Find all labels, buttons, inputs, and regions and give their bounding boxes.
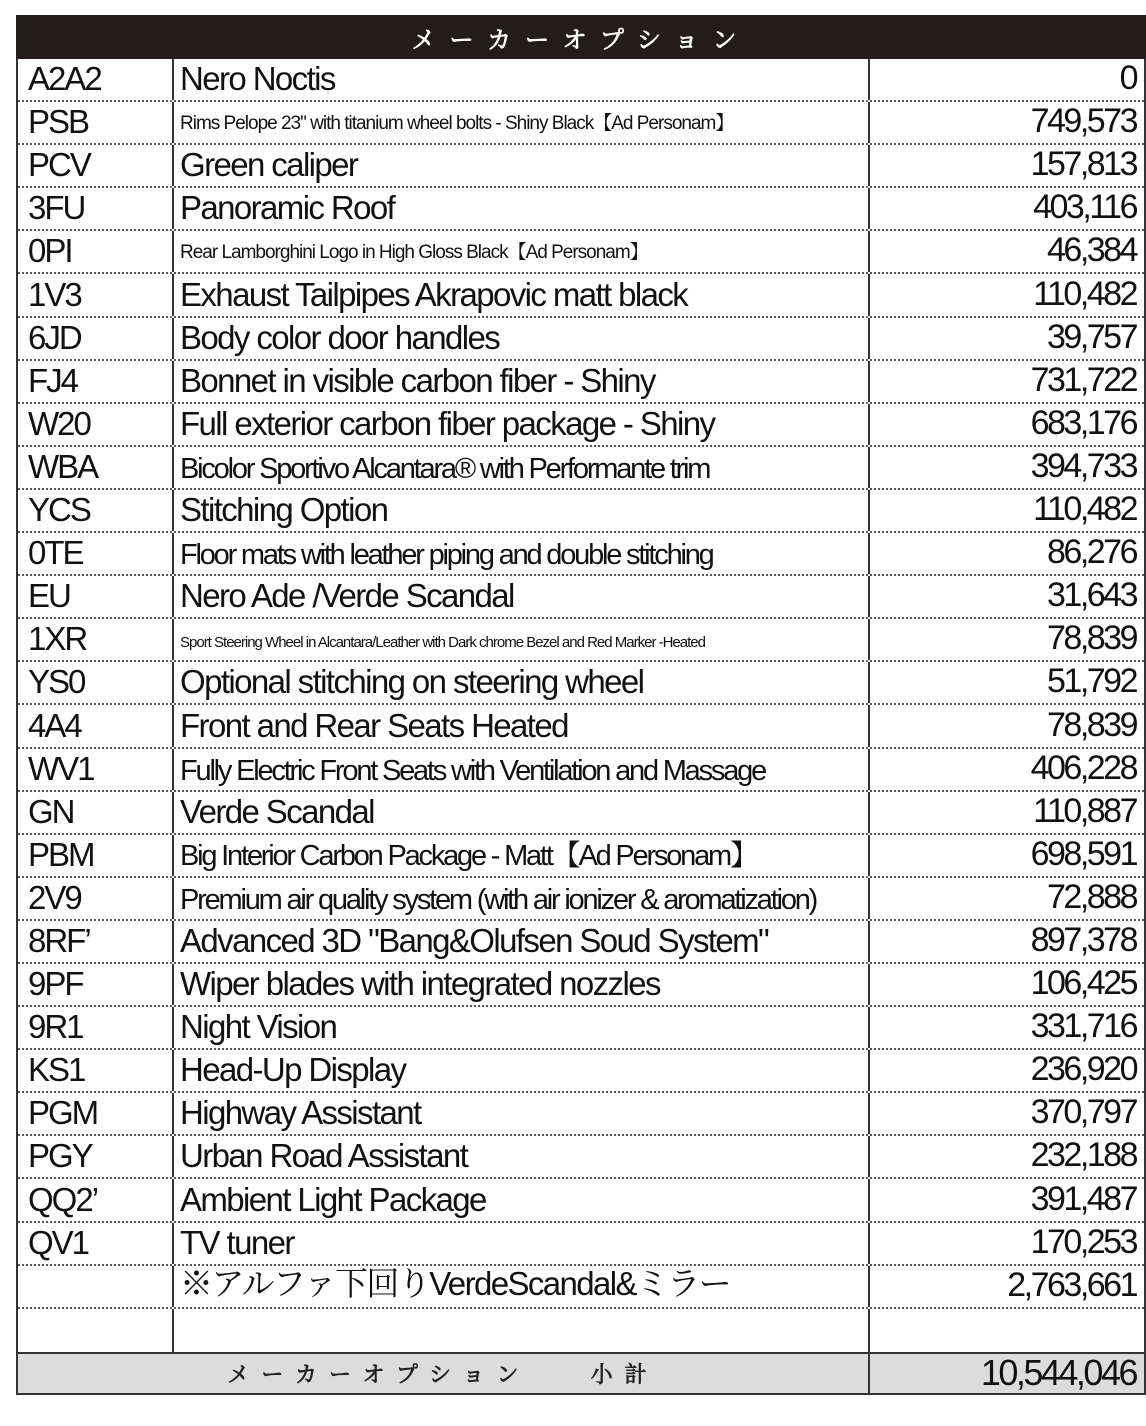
table-row <box>18 878 1144 921</box>
option-code: WBA <box>18 447 174 488</box>
option-description: Night Vision <box>174 1007 870 1048</box>
table-row <box>18 533 1144 576</box>
option-description: Panoramic Roof <box>174 188 870 229</box>
option-price: 370,797 <box>1030 1093 1136 1132</box>
maker-options-table <box>16 15 1146 1395</box>
option-code <box>18 1309 174 1352</box>
option-price: 331,716 <box>1030 1007 1136 1046</box>
table-row <box>18 490 1144 533</box>
table-row <box>18 749 1144 792</box>
option-price: 897,378 <box>1030 920 1136 959</box>
table-row <box>18 1179 1144 1222</box>
table-row <box>18 318 1144 361</box>
option-description: Wiper blades with integrated nozzles <box>174 964 870 1005</box>
subtotal-section-label: メーカーオプション <box>227 1362 531 1388</box>
option-code: QQ2’ <box>18 1179 174 1220</box>
option-price: 394,733 <box>1030 446 1136 485</box>
option-price <box>870 1309 1144 1352</box>
option-description: Fully Electric Front Seats with Ventilation and Massage <box>174 749 870 790</box>
option-code: 9PF <box>18 964 174 1005</box>
table-row <box>18 1007 1144 1050</box>
option-price: 78,839 <box>1047 619 1136 658</box>
table-row <box>18 1050 1144 1093</box>
option-price: 0 <box>1119 59 1136 98</box>
table-row <box>18 102 1144 145</box>
option-price: 406,228 <box>1030 748 1136 787</box>
option-price: 391,487 <box>1030 1179 1136 1218</box>
table-row <box>18 274 1144 317</box>
option-code: KS1 <box>18 1050 174 1091</box>
option-description: Ambient Light Package <box>174 1179 870 1220</box>
option-code: 1V3 <box>18 274 174 315</box>
option-description: Head-Up Display <box>174 1050 870 1091</box>
table-row <box>18 1309 1144 1352</box>
option-description: Front and Rear Seats Heated <box>174 705 870 746</box>
option-description: Sport Steering Wheel in Alcantara/Leather with Dark chrome Bezel and Red Marker -Heated <box>174 619 870 660</box>
option-description: Green caliper <box>174 145 870 186</box>
option-description: Stitching Option <box>174 490 870 531</box>
option-price: 72,888 <box>1047 877 1136 916</box>
table-title: メーカーオプション <box>16 15 1146 59</box>
table-row <box>18 1266 1144 1309</box>
option-code: PSB <box>18 102 174 143</box>
option-description: Full exterior carbon fiber package - Shiny <box>174 404 870 445</box>
table-row <box>18 619 1144 662</box>
option-code: 1XR <box>18 619 174 660</box>
option-code: YCS <box>18 490 174 531</box>
option-price: 403,116 <box>1033 188 1136 227</box>
option-price: 39,757 <box>1047 317 1136 356</box>
option-description <box>174 1309 870 1352</box>
option-code: FJ4 <box>18 361 174 402</box>
option-code: EU <box>18 576 174 617</box>
table-row <box>18 705 1144 748</box>
option-price: 236,920 <box>1030 1050 1136 1089</box>
option-description: Floor mats with leather piping and double stitching <box>174 533 870 574</box>
option-description: Urban Road Assistant <box>174 1136 870 1177</box>
option-price: 683,176 <box>1030 403 1136 442</box>
option-code <box>18 1266 174 1307</box>
table-row <box>18 231 1144 274</box>
option-description: Big Interior Carbon Package - Matt【Ad Personam】 <box>174 835 870 876</box>
table-row <box>18 1093 1144 1136</box>
option-description: Verde Scandal <box>174 792 870 833</box>
option-code: PBM <box>18 835 174 876</box>
option-code: A2A2 <box>18 59 174 100</box>
option-price: 698,591 <box>1030 834 1136 873</box>
option-code: PGY <box>18 1136 174 1177</box>
subtotal-row <box>16 1352 1146 1395</box>
option-description: TV tuner <box>174 1223 870 1264</box>
option-price: 2,763,661 <box>1007 1265 1136 1304</box>
option-code: 8RF’ <box>18 921 174 962</box>
option-description: Advanced 3D "Bang&Olufsen Soud System" <box>174 921 870 962</box>
option-code: PCV <box>18 145 174 186</box>
option-code: PGM <box>18 1093 174 1134</box>
table-row <box>18 576 1144 619</box>
option-description: Optional stitching on steering wheel <box>174 662 870 703</box>
option-description: Rear Lamborghini Logo in High Gloss Black【Ad Personam】 <box>174 231 870 272</box>
option-price: 110,482 <box>1033 490 1136 529</box>
table-row <box>18 447 1144 490</box>
table-row <box>18 835 1144 878</box>
option-description: Rims Pelope 23" with titanium wheel bolts - Shiny Black【Ad Personam】 <box>174 102 870 143</box>
table-row <box>18 964 1144 1007</box>
table-row <box>18 59 1144 102</box>
option-price: 46,384 <box>1047 231 1136 270</box>
option-price: 110,887 <box>1033 791 1136 830</box>
option-price: 78,839 <box>1047 705 1136 744</box>
option-price: 51,792 <box>1047 662 1136 701</box>
option-description: Bicolor Sportivo Alcantara® with Performante trim <box>174 447 870 488</box>
option-description: Body color door handles <box>174 318 870 359</box>
option-code: 6JD <box>18 318 174 359</box>
subtotal-value: 10,544,046 <box>980 1352 1136 1394</box>
options-list <box>16 59 1146 1352</box>
option-price: 731,722 <box>1030 360 1136 399</box>
table-row <box>18 404 1144 447</box>
option-code: W20 <box>18 404 174 445</box>
option-code: 2V9 <box>18 878 174 919</box>
option-price: 232,188 <box>1030 1136 1136 1175</box>
option-code: QV1 <box>18 1223 174 1264</box>
option-price: 31,643 <box>1047 576 1136 615</box>
option-description: Premium air quality system (with air ionizer & aromatization) <box>174 878 870 919</box>
option-code: 4A4 <box>18 705 174 746</box>
option-description: ※アルファ下回りVerdeScandal&ミラー <box>174 1266 870 1307</box>
option-description: Nero Ade /Verde Scandal <box>174 576 870 617</box>
table-row <box>18 1223 1144 1266</box>
option-code: 9R1 <box>18 1007 174 1048</box>
table-row <box>18 921 1144 964</box>
option-price: 86,276 <box>1047 533 1136 572</box>
subtotal-label: 小計 <box>590 1362 659 1388</box>
subtotal-label-cell <box>18 1354 870 1393</box>
table-row <box>18 188 1144 231</box>
table-row <box>18 662 1144 705</box>
option-code: WV1 <box>18 749 174 790</box>
option-description: Bonnet in visible carbon fiber - Shiny <box>174 361 870 402</box>
table-row <box>18 361 1144 404</box>
option-price: 749,573 <box>1030 102 1136 141</box>
option-code: 3FU <box>18 188 174 229</box>
option-price: 157,813 <box>1030 145 1136 184</box>
option-code: GN <box>18 792 174 833</box>
option-code: 0PI <box>18 231 174 272</box>
option-description: Highway Assistant <box>174 1093 870 1134</box>
option-price: 110,482 <box>1033 274 1136 313</box>
table-row <box>18 792 1144 835</box>
table-row <box>18 145 1144 188</box>
option-code: YS0 <box>18 662 174 703</box>
option-description: Nero Noctis <box>174 59 870 100</box>
option-price: 106,425 <box>1030 964 1136 1003</box>
option-price: 170,253 <box>1030 1222 1136 1261</box>
option-code: 0TE <box>18 533 174 574</box>
option-description: Exhaust Tailpipes Akrapovic matt black <box>174 274 870 315</box>
table-row <box>18 1136 1144 1179</box>
